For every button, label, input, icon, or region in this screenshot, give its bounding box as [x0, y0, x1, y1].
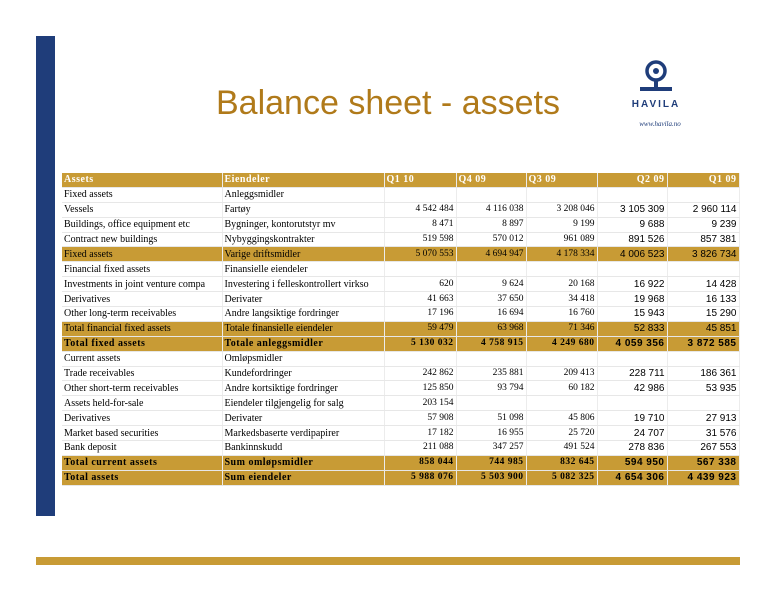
row-value: 242 862 — [384, 366, 456, 381]
row-value: 31 576 — [667, 426, 739, 441]
row-label-en: Contract new buildings — [62, 232, 222, 247]
row-label-no: Investering i felleskontrollert virkso — [222, 277, 384, 292]
row-label-no: Sum omløpsmidler — [222, 455, 384, 470]
row-value — [667, 396, 739, 411]
row-label-en: Other short-term receivables — [62, 381, 222, 396]
row-label-en: Derivatives — [62, 411, 222, 426]
row-value — [526, 187, 597, 202]
row-value: 17 182 — [384, 426, 456, 441]
row-value: 57 908 — [384, 411, 456, 426]
table-row — [62, 262, 739, 277]
row-value: 24 707 — [597, 426, 667, 441]
row-label-no: Fartøy — [222, 202, 384, 217]
row-value: 278 836 — [597, 441, 667, 456]
row-value: 4 758 915 — [456, 336, 526, 351]
table-row — [62, 277, 739, 292]
row-label-en: Fixed assets — [62, 187, 222, 202]
row-value: 125 850 — [384, 381, 456, 396]
row-value: 3 872 585 — [667, 336, 739, 351]
row-value: 4 654 306 — [597, 470, 667, 485]
row-value: 744 985 — [456, 455, 526, 470]
row-value — [456, 187, 526, 202]
row-value: 51 098 — [456, 411, 526, 426]
row-value: 267 553 — [667, 441, 739, 456]
row-value: 4 249 680 — [526, 336, 597, 351]
row-value: 14 428 — [667, 277, 739, 292]
table-row — [62, 202, 739, 217]
row-label-en: Fixed assets — [62, 247, 222, 262]
row-value: 620 — [384, 277, 456, 292]
row-label-en: Trade receivables — [62, 366, 222, 381]
row-value — [667, 262, 739, 277]
row-value: 8 471 — [384, 217, 456, 232]
row-value: 42 986 — [597, 381, 667, 396]
row-label-en: Bank deposit — [62, 441, 222, 456]
row-value: 347 257 — [456, 441, 526, 456]
col-header-q1-09: Q1 09 — [667, 173, 739, 187]
row-value: 4 006 523 — [597, 247, 667, 262]
row-label-en: Derivatives — [62, 292, 222, 307]
table-row — [62, 336, 739, 351]
row-value: 15 290 — [667, 307, 739, 322]
row-value: 5 130 032 — [384, 336, 456, 351]
row-label-no: Sum eiendeler — [222, 470, 384, 485]
col-header-eiendeler: Eiendeler — [222, 173, 384, 187]
row-value — [526, 396, 597, 411]
bottom-accent-bar — [36, 557, 740, 565]
row-value: 17 196 — [384, 307, 456, 322]
row-value: 41 663 — [384, 292, 456, 307]
row-value: 4 694 947 — [456, 247, 526, 262]
row-value — [526, 351, 597, 366]
row-value: 567 338 — [667, 455, 739, 470]
row-value: 9 688 — [597, 217, 667, 232]
table-row — [62, 187, 739, 202]
row-label-no: Markedsbaserte verdipapirer — [222, 426, 384, 441]
row-value: 519 598 — [384, 232, 456, 247]
row-value: 27 913 — [667, 411, 739, 426]
col-header-q2-09: Q2 09 — [597, 173, 667, 187]
col-header-assets: Assets — [62, 173, 222, 187]
row-value: 16 760 — [526, 307, 597, 322]
table-row — [62, 441, 739, 456]
row-label-no: Andre kortsiktige fordringer — [222, 381, 384, 396]
col-header-q4-09: Q4 09 — [456, 173, 526, 187]
row-label-no: Kundefordringer — [222, 366, 384, 381]
row-value: 93 794 — [456, 381, 526, 396]
row-value — [384, 351, 456, 366]
row-value: 570 012 — [456, 232, 526, 247]
row-value: 3 826 734 — [667, 247, 739, 262]
row-value: 4 542 484 — [384, 202, 456, 217]
row-label-no: Eiendeler tilgjengelig for salg — [222, 396, 384, 411]
side-accent-bar — [36, 36, 55, 516]
table-header-row — [62, 173, 739, 187]
row-value: 2 960 114 — [667, 202, 739, 217]
row-value — [384, 262, 456, 277]
row-label-en: Total assets — [62, 470, 222, 485]
row-value — [667, 187, 739, 202]
row-value — [597, 262, 667, 277]
row-label-en: Financial fixed assets — [62, 262, 222, 277]
row-value: 59 479 — [384, 321, 456, 336]
table-row — [62, 411, 739, 426]
balance-sheet-table — [62, 173, 740, 486]
row-label-en: Vessels — [62, 202, 222, 217]
row-value: 52 833 — [597, 321, 667, 336]
row-label-en: Assets held-for-sale — [62, 396, 222, 411]
row-label-no: Totale anleggsmidler — [222, 336, 384, 351]
row-label-en: Market based securities — [62, 426, 222, 441]
row-value: 60 182 — [526, 381, 597, 396]
row-value: 9 239 — [667, 217, 739, 232]
table-row — [62, 232, 739, 247]
row-value — [597, 396, 667, 411]
table-row — [62, 217, 739, 232]
row-label-en: Investments in joint venture compa — [62, 277, 222, 292]
page-title: Balance sheet - assets — [216, 84, 560, 122]
row-label-en: Buildings, office equipment etc — [62, 217, 222, 232]
row-value: 832 645 — [526, 455, 597, 470]
row-label-no: Varige driftsmidler — [222, 247, 384, 262]
row-value: 186 361 — [667, 366, 739, 381]
table-row — [62, 470, 739, 485]
row-label-en: Other long-term receivables — [62, 307, 222, 322]
row-value: 3 105 309 — [597, 202, 667, 217]
row-value: 16 694 — [456, 307, 526, 322]
row-value: 5 070 553 — [384, 247, 456, 262]
row-value — [597, 351, 667, 366]
row-value — [456, 262, 526, 277]
row-value: 71 346 — [526, 321, 597, 336]
col-header-q1-10: Q1 10 — [384, 173, 456, 187]
logo-wordmark: HAVILA — [631, 99, 681, 110]
table-row — [62, 426, 739, 441]
row-value: 228 711 — [597, 366, 667, 381]
row-value: 235 881 — [456, 366, 526, 381]
row-value: 209 413 — [526, 366, 597, 381]
row-value: 9 624 — [456, 277, 526, 292]
row-value: 3 208 046 — [526, 202, 597, 217]
row-value: 203 154 — [384, 396, 456, 411]
row-value — [667, 351, 739, 366]
row-value — [456, 396, 526, 411]
row-value: 858 044 — [384, 455, 456, 470]
row-value — [526, 262, 597, 277]
row-label-no: Bygninger, kontorutstyr mv — [222, 217, 384, 232]
row-label-no: Finansielle eiendeler — [222, 262, 384, 277]
row-value: 16 922 — [597, 277, 667, 292]
row-value: 9 199 — [526, 217, 597, 232]
row-label-no: Derivater — [222, 411, 384, 426]
row-value: 16 955 — [456, 426, 526, 441]
row-label-en: Total fixed assets — [62, 336, 222, 351]
row-value: 19 968 — [597, 292, 667, 307]
row-value: 8 897 — [456, 217, 526, 232]
row-value: 25 720 — [526, 426, 597, 441]
row-label-no: Anleggsmidler — [222, 187, 384, 202]
row-label-en: Total financial fixed assets — [62, 321, 222, 336]
row-value: 594 950 — [597, 455, 667, 470]
row-label-no: Totale finansielle eiendeler — [222, 321, 384, 336]
row-value: 961 089 — [526, 232, 597, 247]
row-value: 5 988 076 — [384, 470, 456, 485]
row-value: 37 650 — [456, 292, 526, 307]
row-value: 45 851 — [667, 321, 739, 336]
table-row — [62, 455, 739, 470]
row-value: 19 710 — [597, 411, 667, 426]
row-value: 53 935 — [667, 381, 739, 396]
row-value — [456, 351, 526, 366]
row-label-en: Total current assets — [62, 455, 222, 470]
row-value: 857 381 — [667, 232, 739, 247]
col-header-q3-09: Q3 09 — [526, 173, 597, 187]
row-value — [384, 187, 456, 202]
row-value: 4 116 038 — [456, 202, 526, 217]
logo-url: www.havila.no — [639, 120, 681, 128]
table-row — [62, 247, 739, 262]
row-value: 45 806 — [526, 411, 597, 426]
table-row — [62, 366, 739, 381]
row-label-no: Bankinnskudd — [222, 441, 384, 456]
table-row — [62, 381, 739, 396]
havila-logo-icon — [636, 60, 676, 94]
row-value — [597, 187, 667, 202]
row-value: 4 059 356 — [597, 336, 667, 351]
row-value: 20 168 — [526, 277, 597, 292]
table-row — [62, 351, 739, 366]
row-value: 15 943 — [597, 307, 667, 322]
table-row — [62, 321, 739, 336]
table-row — [62, 292, 739, 307]
row-label-no: Derivater — [222, 292, 384, 307]
row-label-no: Nybyggingskontrakter — [222, 232, 384, 247]
row-label-no: Omløpsmidler — [222, 351, 384, 366]
row-value: 5 082 325 — [526, 470, 597, 485]
row-value: 891 526 — [597, 232, 667, 247]
row-label-no: Andre langsiktige fordringer — [222, 307, 384, 322]
row-value: 34 418 — [526, 292, 597, 307]
row-value: 4 178 334 — [526, 247, 597, 262]
row-label-en: Current assets — [62, 351, 222, 366]
row-value: 63 968 — [456, 321, 526, 336]
row-value: 16 133 — [667, 292, 739, 307]
row-value: 4 439 923 — [667, 470, 739, 485]
table-row — [62, 396, 739, 411]
table-row — [62, 307, 739, 322]
row-value: 211 088 — [384, 441, 456, 456]
row-value: 5 503 900 — [456, 470, 526, 485]
row-value: 491 524 — [526, 441, 597, 456]
